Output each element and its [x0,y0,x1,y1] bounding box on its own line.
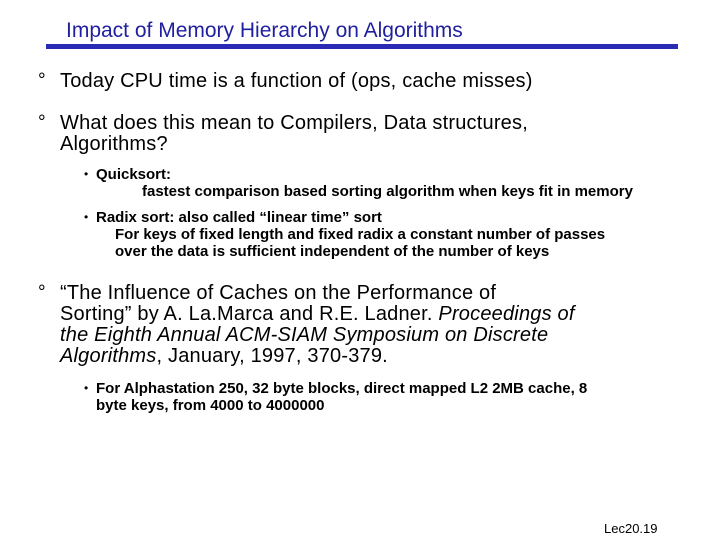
title-underline [46,44,678,49]
citation-date-pages: , January, 1997, 370-379. [156,345,388,367]
bullet-line [60,325,575,346]
sub-bullet-text [96,380,587,414]
sub-bullet-text [96,209,605,260]
bullet-text [60,113,528,155]
bullet-line: Algorithms? [60,133,168,155]
bullet-line [60,346,575,367]
slide-title: Impact of Memory Hierarchy on Algorithms [66,19,463,42]
citation-authors: Sorting” by A. La.Marca and R.E. Ladner. [60,303,439,325]
bullet-line [60,304,575,325]
sub-bullet-line: For keys of fixed length and fixed radix a constant number of passes [115,226,606,243]
bullet-mark: ° [38,112,46,133]
sub-bullet-line: Quicksort: [96,166,172,183]
sub-bullet-line: For Alphastation 250, 32 byte blocks, direct mapped L2 2MB cache, 8 [96,380,588,397]
sub-bullet-mark: • [84,381,89,395]
bullet-meaning [38,113,528,155]
citation-venue: the Eighth Annual ACM-SIAM Symposium on Discrete [60,324,549,346]
sub-bullet-mark: • [84,210,89,224]
bullet-mark: ° [38,70,46,91]
bullet-text: Today CPU time is a function of (ops, cache misses) [60,70,533,92]
sub-bullet-text [96,166,633,200]
slide-number: Lec20.19 [604,521,658,536]
bullet-paper-citation [38,283,575,367]
bullet-mark: ° [38,282,46,303]
sub-bullet-quicksort [84,166,633,200]
bullet-cpu-time [38,71,533,92]
bullet-line: What does this mean to Compilers, Data structures, [60,112,528,134]
citation-venue: Algorithms [60,345,157,367]
sub-bullet-line: over the data is sufficient independent of the number of keys [115,243,550,260]
sub-bullet-radix-sort [84,209,605,260]
sub-bullet-line: fastest comparison based sorting algorithm when keys fit in memory [142,183,633,200]
bullet-line: “The Influence of Caches on the Performance of [60,282,497,304]
bullet-text [60,283,575,367]
sub-bullet-alphastation [84,380,587,414]
sub-bullet-mark: • [84,167,89,181]
sub-bullet-line: byte keys, from 4000 to 4000000 [96,397,325,414]
sub-bullet-line: Radix sort: also called “linear time” sort [96,209,382,226]
citation-venue: Proceedings of [438,303,575,325]
